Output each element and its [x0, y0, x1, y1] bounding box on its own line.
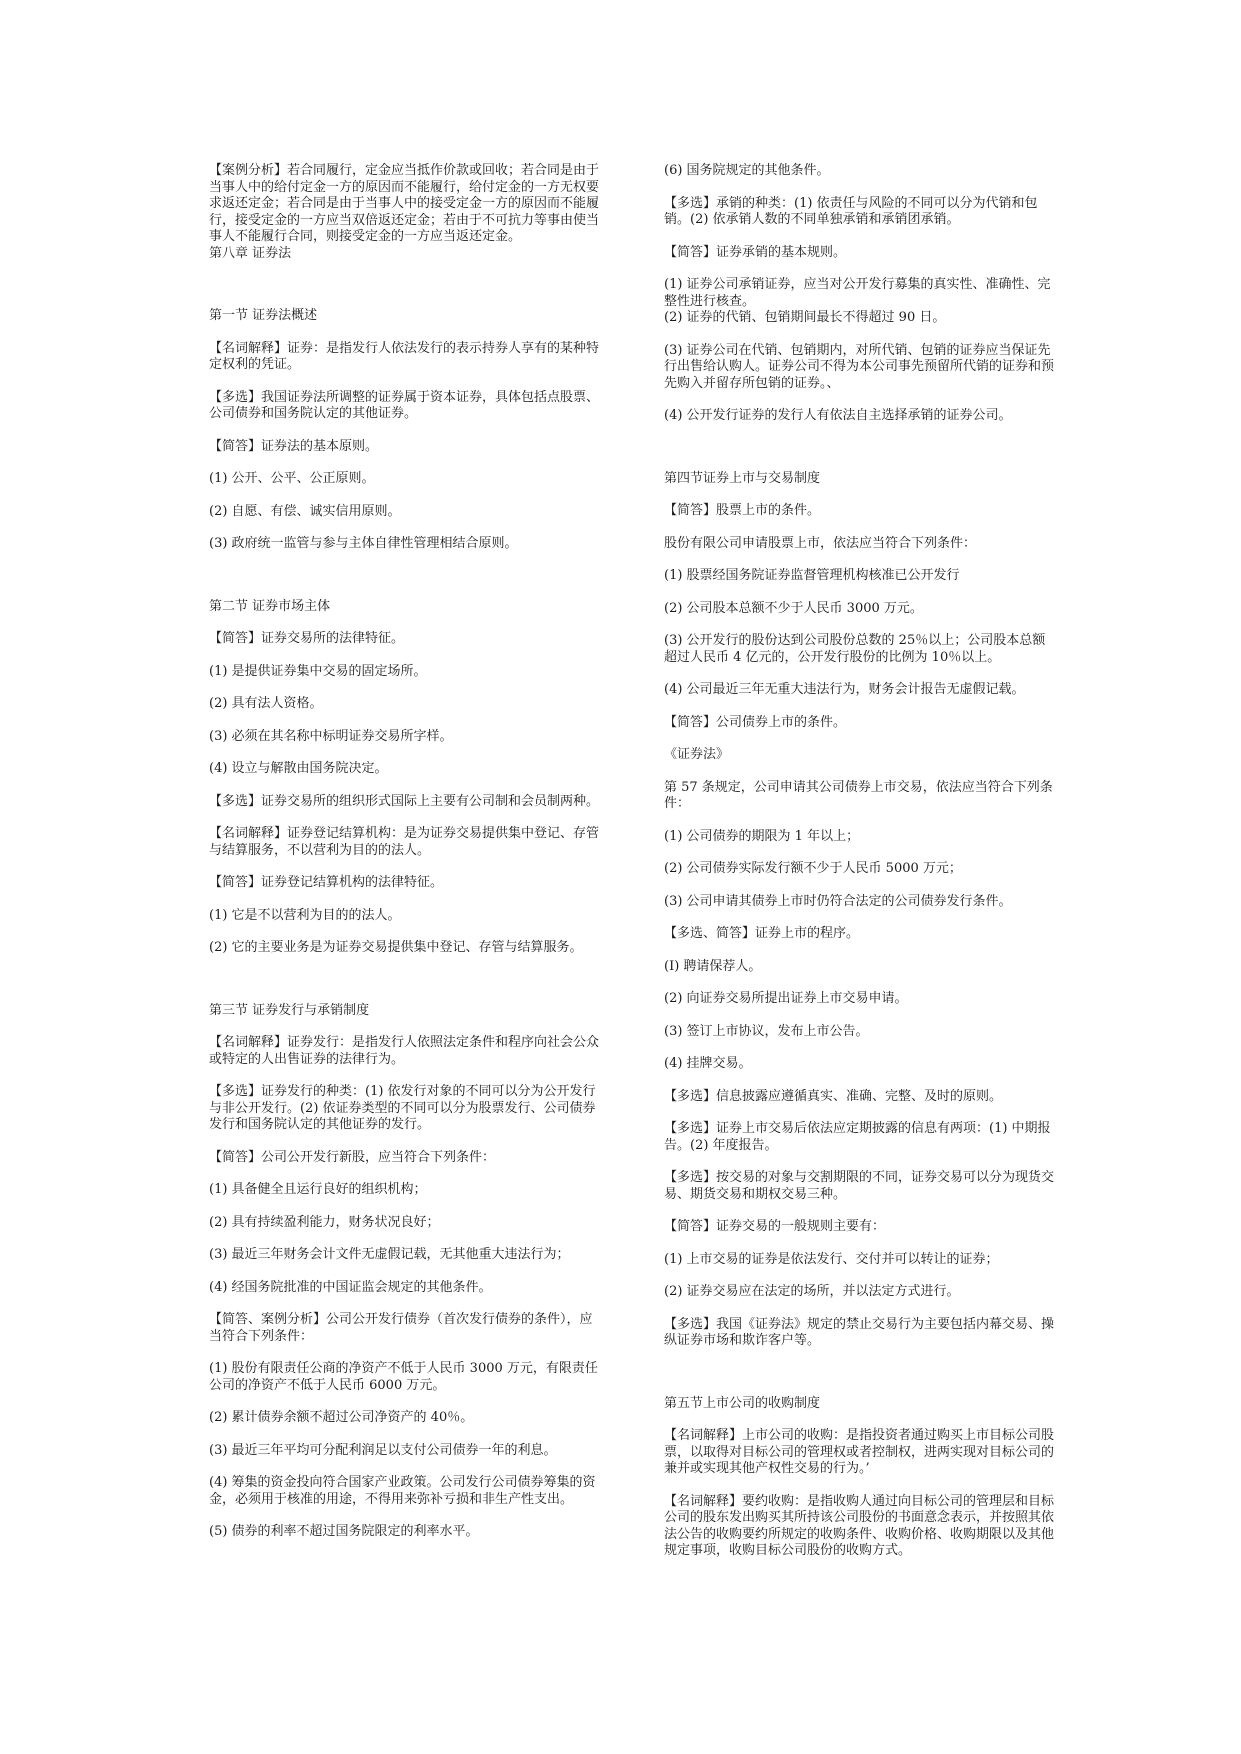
paragraph: 【简答】股票上市的条件。 [664, 503, 821, 518]
paragraph: (1) 股份有限责任公商的净资产不低于人民币 3000 万元，有限责任公司的净资产不低于人民币 6000 万元。 [209, 1361, 598, 1393]
paragraph: (1) 公开、公平、公正原则。 [209, 471, 375, 486]
paragraph: 【多选】证券上市交易后依法应定期披露的信息有两项：(1) 中期报告。(2) 年度报告。 [664, 1121, 1051, 1153]
paragraph: (3) 必须在其名称中标明证券交易所字样。 [209, 728, 453, 744]
paragraph: 第八章 证券法 [209, 245, 292, 261]
paragraph: 【名词解释】证券发行：是指发行人依照法定条件和程序向社会公众或特定的人出售证券的法律行为。 [209, 1035, 600, 1067]
paragraph: 【名词解释】要约收购：是指收购人通过向目标公司的管理层和目标公司的股东发出购买其所持该公司股份的书面意念表示，并按照其依法公告的收购要约所规定的收购条件、收购价格、收购期限以及其他规定事项，收购目标公司股份的收购方式。 [664, 1493, 1055, 1558]
paragraph: (2) 累计债券余额不超过公司净资产的 40％。 [209, 1410, 474, 1425]
paragraph: 第五节上市公司的收购制度 [664, 1395, 821, 1411]
right-column [664, 163, 1057, 1560]
paragraph: (4) 挂牌交易。 [664, 1056, 752, 1071]
paragraph: 《证券法》 [664, 747, 730, 762]
paragraph: (4) 经国务院批准的中国证监会规定的其他条件。 [209, 1279, 492, 1295]
paragraph: 【简答】证券交易所的法律特征。 [209, 631, 405, 646]
paragraph: (2) 公司股本总额不少于人民币 3000 万元。 [664, 600, 923, 616]
paragraph: (4) 筹集的资金投向符合国家产业政策。公司发行公司债券筹集的资金，必须用于核准的用途，不得用来弥补亏损和非生产性支出。 [209, 1475, 596, 1507]
paragraph: (3) 公开发行的股份达到公司股份总数的 25％以上；公司股本总额超过人民币 4 亿元的，公开发行股份的比例为 10％以上。 [664, 633, 1046, 665]
paragraph: (3) 最近三年财务会计文件无虚假记载，无其他重大违法行为； [209, 1247, 570, 1262]
paragraph: 第四节证券上市与交易制度 [664, 470, 821, 486]
paragraph: (2) 证券的代销、包销期间最长不得超过 90 日。 [664, 310, 946, 325]
paragraph: 【简答】证券登记结算机构的法律特征。 [209, 875, 444, 890]
paragraph: (I) 聘请保荐人。 [664, 958, 762, 974]
paragraph: 【多选】证券发行的种类：(1) 依发行对象的不同可以分为公开发行与非公开发行。(2) 依证券类型的不同可以分为股票发行、公司债券发行和国务院认定的其他证券的发行。 [209, 1084, 596, 1132]
paragraph: (3) 政府统一监管与参与主体自律性管理相结合原则。 [209, 536, 518, 551]
paragraph: 【多选】承销的种类：(1) 依责任与风险的不同可以分为代销和包销。(2) 依承销人数的不同单独承销和承销团承销。 [664, 195, 1038, 227]
paragraph: (1) 股票经国务院证券监督管理机构核准已公开发行 [664, 568, 960, 583]
paragraph: 【多选】按交易的对象与交割期限的不同，证券交易可以分为现货交易、期货交易和期权交易三种。 [664, 1170, 1055, 1202]
paragraph: (1) 具备健全且运行良好的组织机构； [209, 1182, 427, 1197]
paragraph: 【多选】信息披露应遵循真实、准确、完整、及时的原则。 [664, 1088, 1003, 1104]
paragraph: (2) 具有法人资格。 [209, 696, 323, 711]
paragraph: 【案例分析】若合同履行，定金应当抵作价款或回收；若合同是由于当事人中的给付定金一方的原因而不能履行，给付定金的一方无权要求返还定金；若合同是由于当事人中的接受定金一方的原因而不能履行，接受定金的一方应当双倍返还定金；若由于不可抗力等事由使当事人不能履行合同，则接受定金的一方应当返还定金。 [209, 163, 600, 244]
paragraph: 第一节 证券法概述 [209, 308, 318, 323]
paragraph: (2) 自愿、有偿、诚实信用原则。 [209, 503, 401, 519]
paragraph: 【简答】公司公开发行新股，应当符合下列条件： [209, 1149, 496, 1165]
paragraph: 【简答】证券承销的基本规则。 [664, 244, 847, 260]
paragraph: (2) 向证券交易所提出证券上市交易申请。 [664, 991, 908, 1006]
paragraph: 【多选、简答】证券上市的程序。 [664, 926, 860, 941]
paragraph: 【名词解释】上市公司的收购：是指投资者通过购买上市目标公司股票，以取得对目标公司的管理权或者控制权，进两实现对目标公司的兼并或实现其他产权性交易的行为。’ [664, 1428, 1055, 1476]
paragraph: 【简答、案例分析】公司公开发行债券（首次发行债券的条件），应当符合下列条件： [209, 1312, 593, 1344]
paragraph: (4) 公开发行证券的发行人有依法自主选择承销的证券公司。 [664, 408, 1012, 423]
paragraph: 第 57 条规定，公司申请其公司债券上市交易，依法应当符合下列条件： [664, 779, 1053, 811]
paragraph: (1) 上市交易的证券是依法发行、交付并可以转让的证券； [664, 1251, 999, 1267]
paragraph: (2) 公司债券实际发行额不少于人民币 5000 万元； [664, 861, 962, 876]
paragraph: 第三节 证券发行与承销制度 [209, 1002, 370, 1018]
paragraph: 【名词解释】证券登记结算机构：是为证券交易提供集中登记、存管与结算服务，不以营利为目的的法人。 [209, 826, 600, 858]
paragraph: (1) 它是不以营利为目的的法人。 [209, 907, 401, 923]
paragraph: (1) 是提供证券集中交易的固定场所。 [209, 663, 427, 679]
paragraph: (3) 最近三年平均可分配利润足以支付公司债券一年的利息。 [209, 1442, 557, 1458]
left-column [209, 163, 602, 1541]
paragraph: 【多选】我国证券法所调整的证券属于资本证券，具体包括点股票、公司债券和国务院认定的其他证券。 [209, 389, 600, 421]
paragraph: (1) 公司债券的期限为 1 年以上； [664, 828, 860, 844]
paragraph: (2) 它的主要业务是为证券交易提供集中登记、存管与结算服务。 [209, 940, 583, 955]
paragraph: 【简答】证券法的基本原则。 [209, 438, 379, 454]
paragraph: (3) 证券公司在代销、包销期内，对所代销、包销的证券应当保证先行出售给认购人。证券公司不得为本公司事先预留所代销的证券和预先购入并留存所包销的证券。、 [664, 342, 1055, 391]
paragraph: (2) 证券交易应在法定的场所，并以法定方式进行。 [664, 1284, 960, 1299]
paragraph: (4) 设立与解散由国务院决定。 [209, 761, 388, 776]
paragraph: (6) 国务院规定的其他条件。 [664, 163, 830, 178]
paragraph: 【名词解释】证券：是指发行人依法发行的表示持券人享有的某种特定权利的凭证。 [209, 340, 600, 372]
paragraph: (3) 公司申请其债券上市时仍符合法定的公司债券发行条件。 [664, 893, 1012, 909]
paragraph: (1) 证券公司承销证券，应当对公开发行募集的真实性、准确性、完整性进行核查。 [664, 277, 1051, 309]
paragraph: 第二节 证券市场主体 [209, 598, 331, 614]
paragraph: (5) 债券的利率不超过国务院限定的利率水平。 [209, 1524, 479, 1539]
paragraph: 股份有限公司申请股票上市，依法应当符合下列条件： [664, 535, 977, 551]
paragraph: (3) 签订上市协议，发布上市公告。 [664, 1023, 869, 1039]
paragraph: 【简答】公司债券上市的条件。 [664, 714, 847, 730]
paragraph: 【多选】我国《证券法》规定的禁止交易行为主要包括内幕交易、操纵证券市场和欺诈客户等。 [664, 1316, 1055, 1348]
paragraph: 【多选】证券交易所的组织形式国际上主要有公司制和会员制两种。 [209, 793, 600, 809]
paragraph: (4) 公司最近三年无重大违法行为，财务会计报告无虚假记载。 [664, 682, 1025, 697]
paragraph: 【简答】证券交易的一般规则主要有： [664, 1219, 886, 1234]
paragraph: (2) 具有持续盈利能力，财务状况良好； [209, 1214, 440, 1230]
